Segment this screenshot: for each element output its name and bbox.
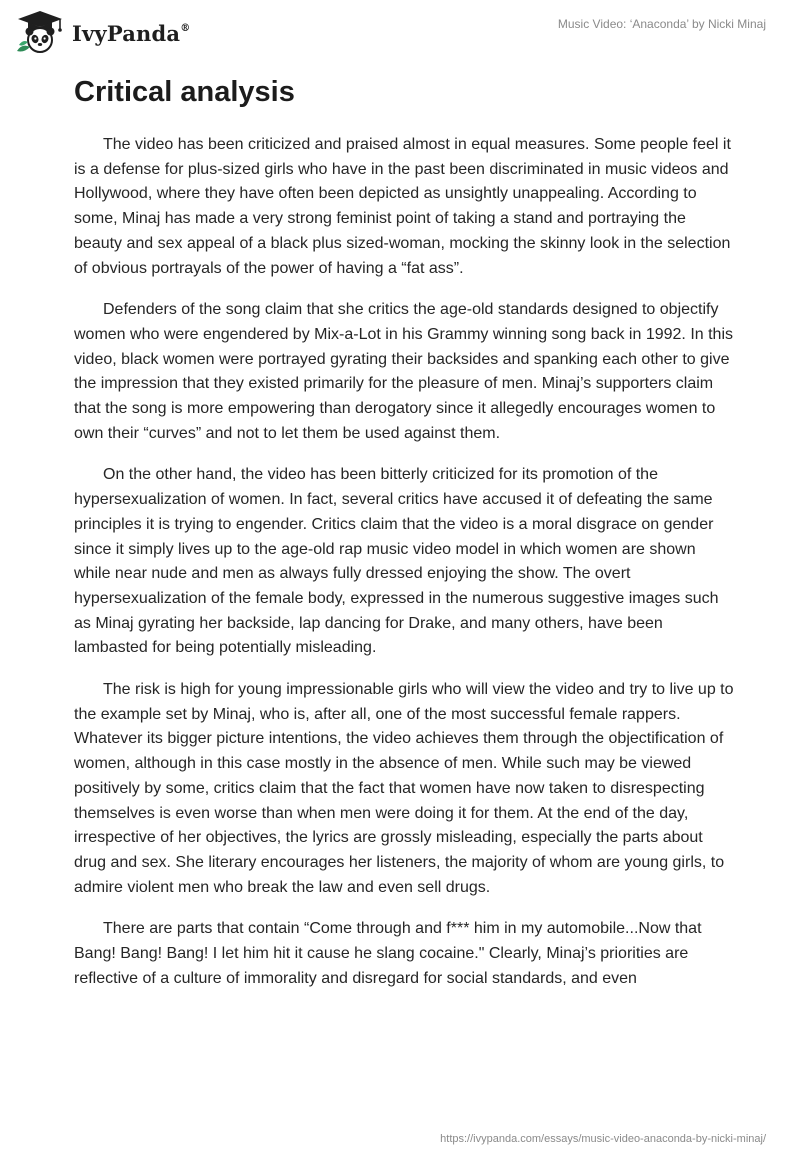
brand-name	[72, 21, 190, 46]
essay-content	[74, 133, 734, 1009]
section-heading: Critical analysis	[74, 76, 295, 108]
page-header	[0, 0, 800, 70]
document-title: Music Video: ‘Anaconda’ by Nicki Minaj	[557, 17, 766, 31]
trademark-symbol: ®	[180, 22, 191, 34]
paragraph: The video has been criticized and praised almost in equal measures. Some people feel it is a defense for plus-sized girls who have in the past been discriminated in music videos and Hollywood, where they have often been depicted as unsightly unappealing. According to some, Minaj has made a very strong feminist point of taking a stand and portraying the beauty and sex appeal of a black plus sized-woman, mocking the skinny look in the selection of obvious portrayals of the power of having a “fat ass”.	[74, 136, 731, 277]
paragraph: The risk is high for young impressionable girls who will view the video and try to live up to the example set by Minaj, who is, after all, one of the most successful female rappers. Whatever its bigger picture intentions, the video achieves them through the objectification of women, although in this case mostly in the absence of men. While such may be viewed positively by some, critics claim that the fact that women have now taken to disrespecting themselves is even worse than when men were doing it for them. At the end of the day, irrespective of her objectives, the lyrics are grossly misleading, especially the parts about drug and sex. She literary encourages her listeners, the majority of whom are young girls, to admire violent men who break the law and even sell drugs.	[74, 681, 734, 896]
source-url-link[interactable]: https://ivypanda.com/essays/music-video-anaconda-by-nicki-minaj/	[440, 1133, 766, 1145]
paragraph: Defenders of the song claim that she critics the age-old standards designed to objectify women who were engendered by Mix-a-Lot in his Grammy winning song back in 1992. In this video, black women were portrayed gyrating their backsides and spanking each other to give the impression that they existed primarily for the pleasure of men. Minaj’s supporters claim that the song is more empowering than derogatory since it allegedly encourages women to own their “curves” and not to let them be used against them.	[74, 301, 733, 442]
ivypanda-logo[interactable]	[14, 10, 190, 54]
panda-graduation-cap-icon	[14, 9, 66, 55]
paragraph: On the other hand, the video has been bitterly criticized for its promotion of the hypersexualization of women. In fact, several critics have accused it of defeating the same principles it is trying to engender. Critics claim that the video is a moral disgrace on gender since it simply lives up to the age-old rap music video model in which women are shown while near nude and men as always fully dressed enjoying the show. The overt hypersexualization of the female body, expressed in the numerous suggestive images such as Minaj gyrating her backside, lap dancing for Drake, and many others, have been lambasted for being potentially misleading.	[74, 466, 719, 657]
paragraph: There are parts that contain “Come through and f*** him in my automobile...Now that Bang! Bang! Bang! I let him hit it cause he slang cocaine." Clearly, Minaj’s priorities are reflective of a culture of immorality and disregard for social standards, and even	[74, 920, 702, 987]
brand-text: IvyPanda	[72, 20, 181, 46]
